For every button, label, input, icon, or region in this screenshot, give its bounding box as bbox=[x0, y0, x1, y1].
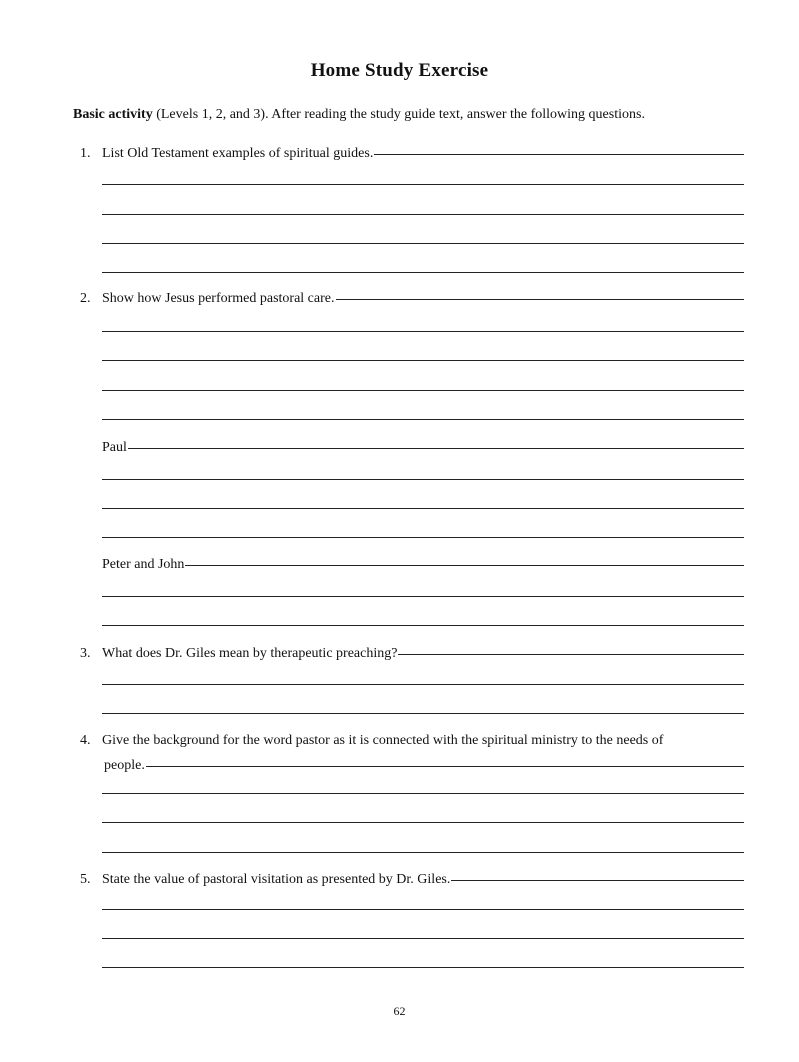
sub-question-label: Peter and John bbox=[102, 557, 185, 572]
question-number: 4. bbox=[80, 733, 91, 748]
question-text: Give the background for the word pastor as it is connected with the spiritual ministry to the needs of bbox=[102, 733, 664, 748]
answer-line[interactable] bbox=[102, 331, 744, 332]
answer-line[interactable] bbox=[398, 654, 744, 655]
answer-line[interactable] bbox=[102, 713, 744, 714]
answer-line[interactable] bbox=[374, 154, 744, 155]
page-number: 62 bbox=[393, 1004, 406, 1018]
answer-line[interactable] bbox=[102, 272, 744, 273]
answer-line[interactable] bbox=[451, 880, 744, 881]
question-4 bbox=[80, 733, 663, 749]
instructions bbox=[73, 107, 753, 123]
sub-question-paul bbox=[102, 440, 744, 456]
answer-line[interactable] bbox=[102, 508, 744, 509]
answer-line[interactable] bbox=[102, 822, 744, 823]
answer-line[interactable] bbox=[102, 596, 744, 597]
question-text: State the value of pastoral visitation as presented by Dr. Giles. bbox=[102, 872, 451, 887]
question-5 bbox=[80, 872, 744, 888]
answer-line[interactable] bbox=[128, 448, 744, 449]
question-text: people. bbox=[104, 758, 145, 773]
answer-line[interactable] bbox=[336, 299, 745, 300]
answer-line[interactable] bbox=[102, 360, 744, 361]
page-title: Home Study Exercise bbox=[310, 60, 489, 81]
question-2 bbox=[80, 291, 744, 307]
answer-line[interactable] bbox=[102, 938, 744, 939]
instructions-label: Basic activity bbox=[73, 107, 153, 122]
answer-line[interactable] bbox=[102, 684, 744, 685]
question-text: Show how Jesus performed pastoral care. bbox=[102, 291, 335, 306]
answer-line[interactable] bbox=[102, 390, 744, 391]
question-number: 5. bbox=[80, 872, 91, 887]
answer-line[interactable] bbox=[102, 243, 744, 244]
answer-line[interactable] bbox=[146, 766, 744, 767]
answer-line[interactable] bbox=[102, 909, 744, 910]
answer-line[interactable] bbox=[102, 793, 744, 794]
answer-line[interactable] bbox=[102, 967, 744, 968]
question-1 bbox=[80, 146, 744, 162]
answer-line[interactable] bbox=[102, 479, 744, 480]
answer-line[interactable] bbox=[102, 214, 744, 215]
answer-line[interactable] bbox=[102, 852, 744, 853]
question-number: 3. bbox=[80, 646, 91, 661]
answer-line[interactable] bbox=[185, 565, 744, 566]
question-text: What does Dr. Giles mean by therapeutic preaching? bbox=[102, 646, 398, 661]
instructions-text: (Levels 1, 2, and 3). After reading the study guide text, answer the following questions. bbox=[152, 107, 645, 122]
question-number: 2. bbox=[80, 291, 91, 306]
sub-question-peter-john bbox=[102, 557, 744, 573]
sub-question-label: Paul bbox=[102, 440, 127, 455]
answer-line[interactable] bbox=[102, 625, 744, 626]
answer-line[interactable] bbox=[102, 184, 744, 185]
question-number: 1. bbox=[80, 146, 91, 161]
question-4-continued bbox=[104, 758, 744, 774]
question-3 bbox=[80, 646, 744, 662]
answer-line[interactable] bbox=[102, 419, 744, 420]
question-text: List Old Testament examples of spiritual guides. bbox=[102, 146, 374, 161]
answer-line[interactable] bbox=[102, 537, 744, 538]
